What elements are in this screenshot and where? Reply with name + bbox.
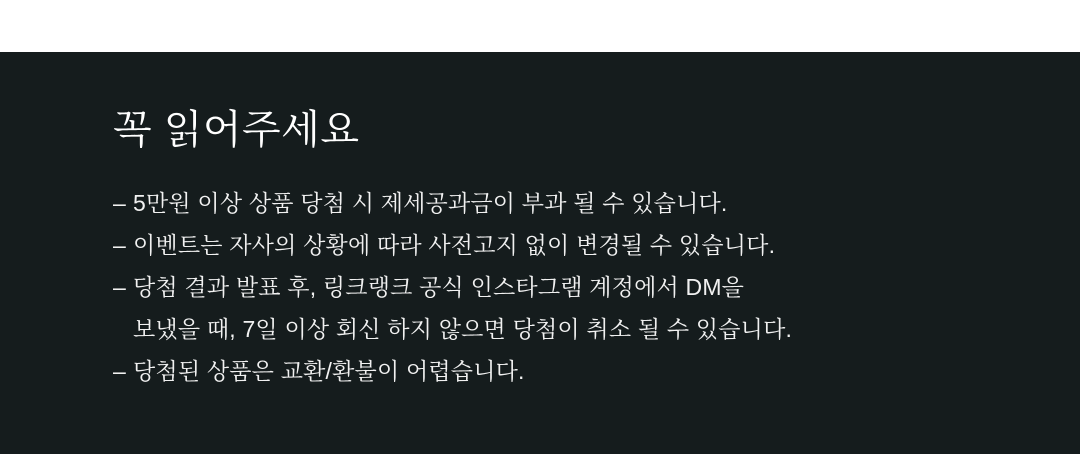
notice-line: 당첨된 상품은 교환/환불이 어렵습니다. (133, 358, 525, 384)
notice-line: 5만원 이상 상품 당첨 시 제세공과금이 부과 될 수 있습니다. (133, 190, 728, 216)
notice-item-dm-reply (113, 266, 1020, 350)
dash-bullet: – (113, 358, 126, 384)
notice-line: 이벤트는 자사의 상황에 따라 사전고지 없이 변경될 수 있습니다. (133, 232, 776, 258)
notice-item-tax (113, 182, 1020, 224)
notice-item-text (133, 182, 1020, 224)
dash-bullet: – (113, 274, 126, 300)
dash-bullet: – (113, 232, 126, 258)
notice-list (113, 182, 1020, 392)
notice-item-change (113, 224, 1020, 266)
notice-line: 당첨 결과 발표 후, 링크랭크 공식 인스타그램 계정에서 DM을 (133, 274, 745, 300)
notice-panel (0, 52, 1080, 454)
notice-line: 보냈을 때, 7일 이상 회신 하지 않으면 당첨이 취소 될 수 있습니다. (133, 316, 793, 342)
notice-title: 꼭 읽어주세요 (113, 108, 360, 152)
notice-item-text (133, 224, 1020, 266)
notice-item-text (133, 266, 1020, 350)
dash-bullet: – (113, 190, 126, 216)
notice-item-no-refund (113, 350, 1020, 392)
top-white-strip (0, 0, 1080, 52)
notice-item-text (133, 350, 1020, 392)
